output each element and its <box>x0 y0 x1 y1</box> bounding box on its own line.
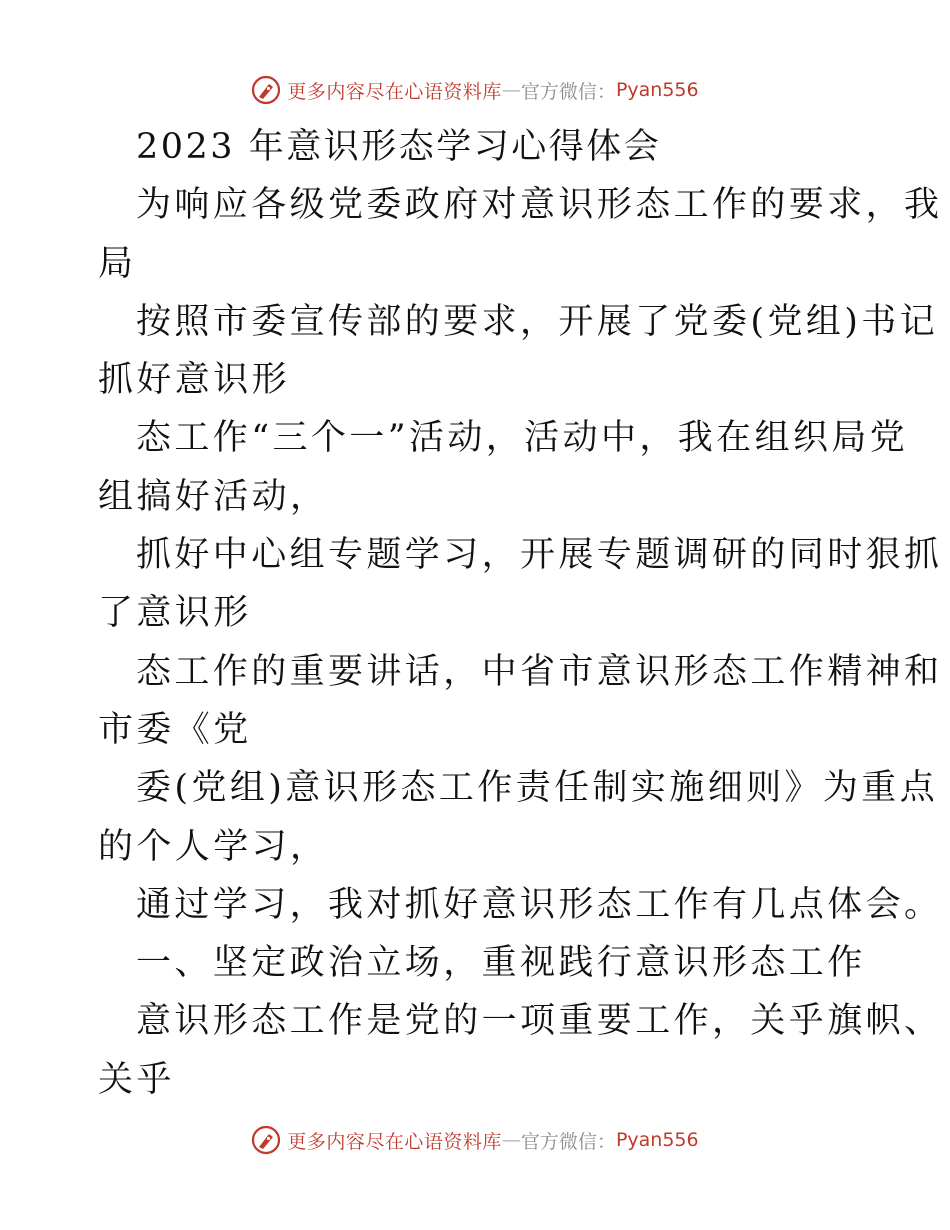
paragraph-line: 市委《党 <box>98 709 252 750</box>
pen-nib-logo-icon <box>251 75 281 105</box>
header-watermark-banner <box>0 70 950 110</box>
paragraph-line: 的个人学习， <box>98 826 329 867</box>
paragraph-line: 局 <box>98 243 137 284</box>
section-heading: 一、坚定政治立场，重视践行意识形态工作 <box>136 943 866 984</box>
paragraph-line: 按照市委宣传部的要求，开展了党委(党组)书记 <box>136 301 939 342</box>
paragraph-line: 通过学习，我对抓好意识形态工作有几点体会。 <box>136 884 943 925</box>
document-title: 2023 年意识形态学习心得体会 <box>136 127 662 167</box>
banner-wechat-id: Pyan556 <box>615 79 699 101</box>
paragraph-line: 为响应各级党委政府对意识形态工作的要求，我 <box>136 185 943 226</box>
footer-watermark-banner <box>0 1120 950 1160</box>
paragraph-line: 态工作“三个一”活动，活动中，我在组织局党 <box>136 418 909 459</box>
pen-nib-logo-icon <box>251 1125 281 1155</box>
paragraph-line: 意识形态工作是党的一项重要工作，关乎旗帜、 <box>136 1001 943 1042</box>
paragraph-line: 态工作的重要讲话，中省市意识形态工作精神和 <box>136 651 943 692</box>
banner-wechat-label: 官方微信： <box>520 80 616 103</box>
banner-wechat-label: 官方微信： <box>520 1130 616 1153</box>
paragraph-line: 组搞好活动， <box>98 476 329 517</box>
paragraph-line: 了意识形 <box>98 593 252 634</box>
banner-separator: — <box>501 1129 521 1151</box>
paragraph-line: 委(党组)意识形态工作责任制实施细则》为重点 <box>136 768 939 809</box>
paragraph-line: 抓好意识形 <box>98 360 291 401</box>
banner-wechat-id: Pyan556 <box>615 1129 699 1151</box>
banner-text: 更多内容尽在心语资料库 <box>287 1130 502 1153</box>
paragraph-line: 关乎 <box>98 1059 175 1100</box>
banner-text: 更多内容尽在心语资料库 <box>287 80 502 103</box>
document-body <box>98 118 943 1109</box>
banner-separator: — <box>501 79 521 101</box>
paragraph-line: 抓好中心组专题学习，开展专题调研的同时狠抓 <box>136 535 943 576</box>
